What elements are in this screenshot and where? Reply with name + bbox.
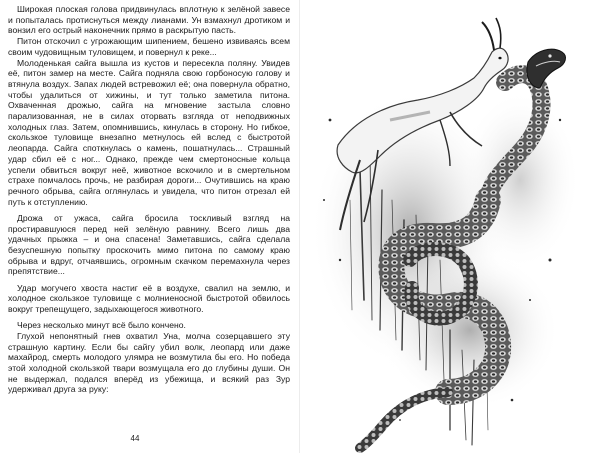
right-page xyxy=(300,0,600,453)
saiga-python-illustration xyxy=(300,0,600,453)
paragraph: Широкая плоская голова придвинулась вплотную к зелёной завесе и попыталась протиснуться между лианами. Ун взмахнул дротиком и вонзил его острый наконечник прямо в раскрытую пасть. xyxy=(8,4,290,36)
ink-wash xyxy=(460,90,580,270)
paragraph: Дрожа от ужаса, сайга бросила тоскливый взгляд на простиравшуюся перед ней зелёную равнину. Всего лишь два удачных прыжка – и она спасена! Заметавшись, сайга сделала безуспешную попытку проскочить мимо питона по самому краю обрыва и вдруг, отчаявшись, огромным скачком перемахнула через препятствие... xyxy=(8,212,290,277)
paragraph: Питон отскочил с угрожающим шипением, бешено извиваясь всем своим чудовищным туловищем, и повернул к реке... xyxy=(8,36,290,57)
paragraph: Молоденькая сайга вышла из кустов и пересекла поляну. Увидев её, питон замер на месте. Сайга подняла свою горбоносую голову и втянула воздух. Запах людей встревожил её; она повернула обратно, чтобы удалиться от хижины, и тут только заметила питона. Охваченная дрожью, сайга на мгновение застыла словно парализованная, не в силах оторвать взгляда от неподвижных холодных глаз. Затем, опомнившись, кинулась в сторону. Но гибкое, скользкое туловище внезапно метнулось ей вслед с быстротой леопарда. Сайга споткнулась о камень, пошатнулась... Страшный удар сбил её с ног... Однако, прежде чем смертоносные кольца успели обвиться вокруг неё, животное вскочило и в смертельном страхе помчалось прочь, не разбирая дороги... Очутившись на краю речного обрыва, сайга оглянулась и увидела, что питон отрезал ей путь к отступлению. xyxy=(8,57,290,207)
page-number: 44 xyxy=(130,434,140,443)
paragraph: Глухой непонятный гнев охватил Уна, молча созерцавшего эту страшную картину. Если бы сайгу убил волк, леопард или даже махайрод, смерть молодого улямра не возмутила бы его. Но победа этой холодной скользкой твари возмущала его до глубины души. Он не выдержал, подался вперёд из убежища, и всякий раз Зур удерживал друга за руку: xyxy=(8,330,290,395)
paragraph: Удар могучего хвоста настиг её в воздухе, свалил на землю, и холодное скользкое туловище с молниеносной быстротой обвилось вокруг трепещущего, задыхающегося животного. xyxy=(8,282,290,314)
paragraph: Через несколько минут всё было кончено. xyxy=(17,320,186,331)
page-text xyxy=(8,4,290,395)
